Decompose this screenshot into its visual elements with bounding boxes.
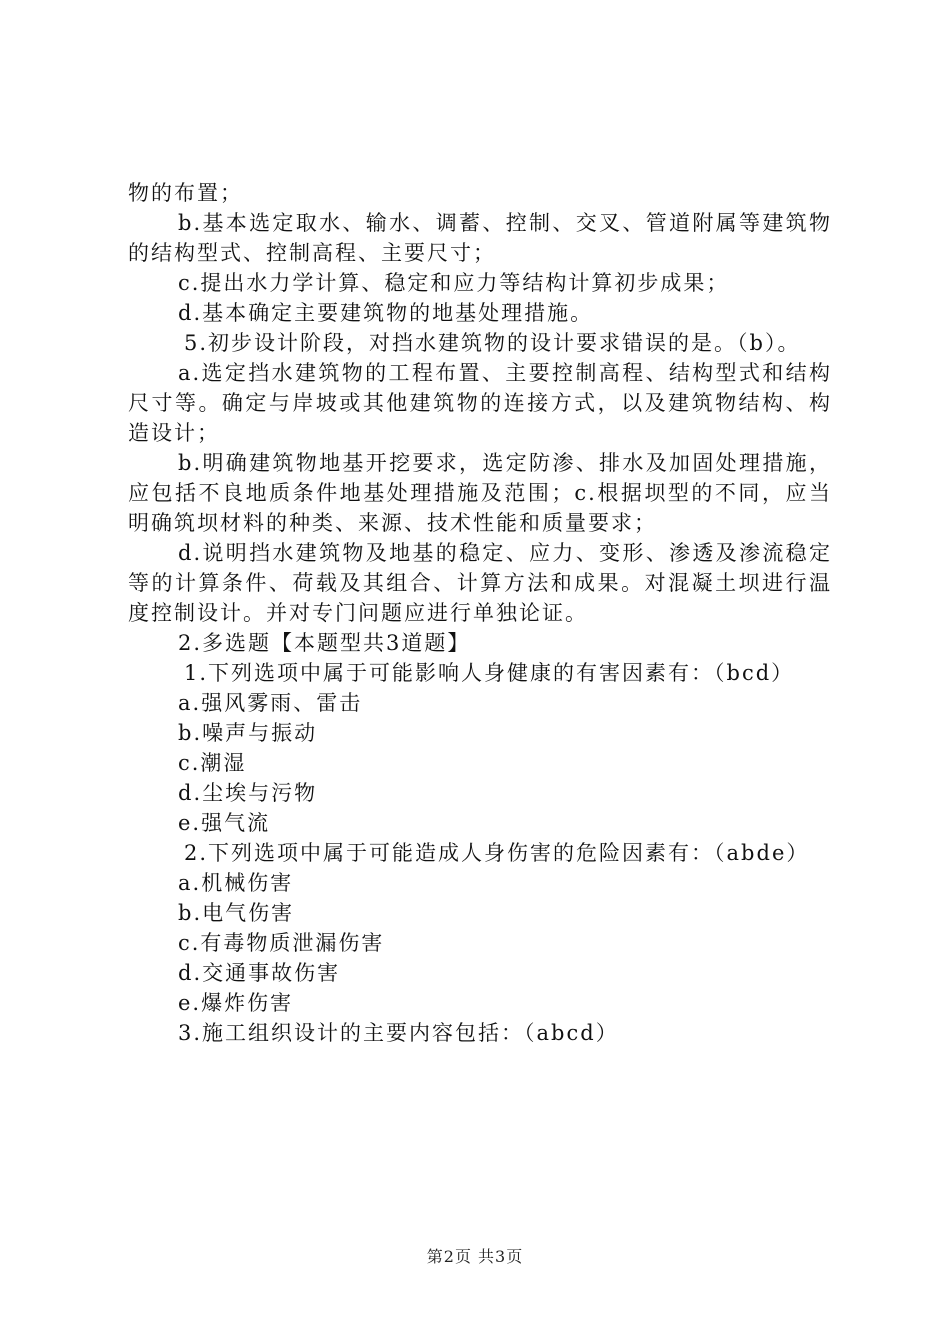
option-item: a.机械伤害	[178, 871, 294, 895]
option-item: b.电气伤害	[178, 901, 295, 925]
paragraph: 物的布置；	[128, 181, 243, 205]
option-item: a.强风雾雨、雷击	[178, 691, 363, 715]
paragraph: c.提出水力学计算、稳定和应力等结构计算初步成果；	[178, 271, 730, 295]
paragraph: b.基本选定取水、输水、调蓄、控制、交叉、管道附属等建筑物的结构型式、控制高程、主要尺寸；	[128, 211, 832, 265]
option-item: c.有毒物质泄漏伤害	[178, 931, 385, 955]
question-heading: 2.下列选项中属于可能造成人身伤害的危险因素有：（abde）	[184, 841, 810, 865]
option-item: e.爆炸伤害	[178, 991, 294, 1015]
paragraph: a.选定挡水建筑物的工程布置、主要控制高程、结构型式和结构尺寸等。确定与岸坡或其他建筑物的连接方式，以及建筑物结构、构造设计；	[128, 361, 832, 445]
paragraph: d.说明挡水建筑物及地基的稳定、应力、变形、渗透及渗流稳定等的计算条件、荷载及其组合、计算方法和成果。对混凝土坝进行温度控制设计。并对专门问题应进行单独论证。	[128, 541, 832, 625]
page-footer: 第2页 共3页	[426, 1247, 524, 1266]
question-heading: 5.初步设计阶段，对挡水建筑物的设计要求错误的是。（b）。	[184, 331, 801, 355]
paragraph: d.基本确定主要建筑物的地基处理措施。	[178, 301, 594, 325]
option-item: c.潮湿	[178, 751, 247, 775]
option-item: e.强气流	[178, 811, 271, 835]
paragraph: b.明确建筑物地基开挖要求，选定防渗、排水及加固处理措施，应包括不良地质条件地基处理措施及范围；c.根据坝型的不同，应当明确筑坝材料的种类、来源、技术性能和质量要求；	[128, 451, 832, 535]
question-heading: 3.施工组织设计的主要内容包括：（abcd）	[178, 1021, 619, 1045]
option-item: b.噪声与振动	[178, 721, 318, 745]
option-item: d.尘埃与污物	[178, 781, 318, 805]
document-body	[128, 178, 832, 1048]
question-heading: 1.下列选项中属于可能影响人身健康的有害因素有：（bcd）	[184, 661, 795, 685]
option-item: d.交通事故伤害	[178, 961, 341, 985]
section-heading: 2.多选题【本题型共3道题】	[178, 631, 471, 655]
